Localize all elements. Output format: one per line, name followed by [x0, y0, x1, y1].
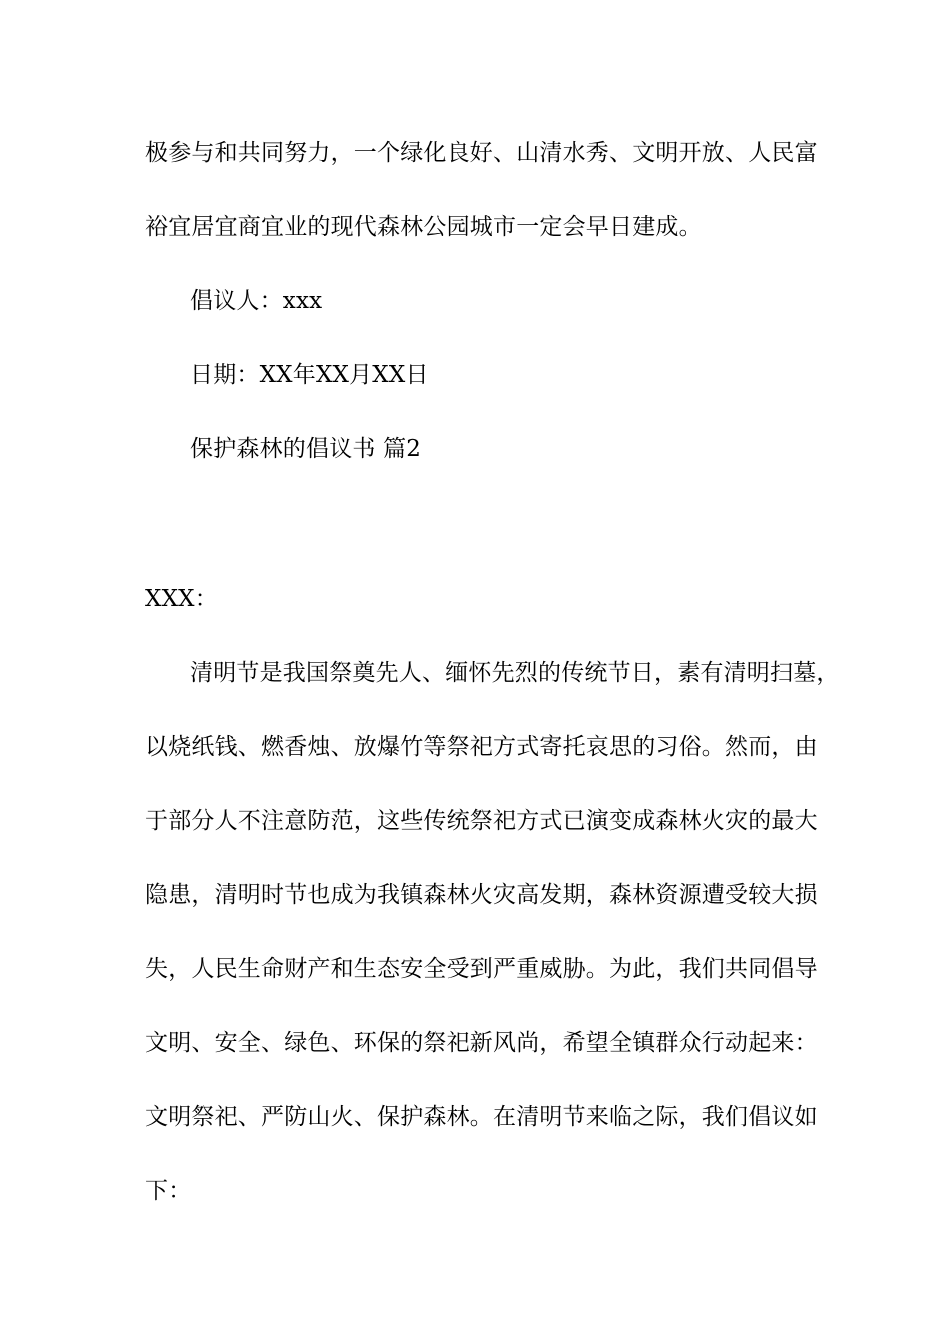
- proposer-line: 倡议人：xxx: [190, 288, 323, 314]
- body-text-line: 于部分人不注意防范，这些传统祭祀方式已演变成森林火灾的最大: [145, 808, 818, 834]
- body-text-line: 裕宜居宜商宜业的现代森林公园城市一定会早日建成。: [145, 214, 702, 240]
- date-line: 日期：XX年XX月XX日: [190, 362, 429, 388]
- body-text-line: 失，人民生命财产和生态安全受到严重威胁。为此，我们共同倡导: [145, 956, 818, 982]
- body-text-line: 下：: [145, 1178, 192, 1204]
- body-text-line: 文明祭祀、严防山火、保护森林。在清明节来临之际，我们倡议如: [145, 1104, 818, 1130]
- section-heading: 保护森林的倡议书 篇2: [190, 436, 422, 462]
- body-text-line: 极参与和共同努力，一个绿化良好、山清水秀、文明开放、人民富: [145, 140, 818, 166]
- salutation-line: XXX：: [145, 586, 218, 612]
- body-text-line: 文明、安全、绿色、环保的祭祀新风尚，希望全镇群众行动起来：: [145, 1030, 818, 1056]
- body-text-line: 以烧纸钱、燃香烛、放爆竹等祭祀方式寄托哀思的习俗。然而，由: [145, 734, 818, 760]
- body-text-line: 隐患，清明时节也成为我镇森林火灾高发期，森林资源遭受较大损: [145, 882, 818, 908]
- body-text-line: 清明节是我国祭奠先人、缅怀先烈的传统节日，素有清明扫墓，: [190, 660, 840, 686]
